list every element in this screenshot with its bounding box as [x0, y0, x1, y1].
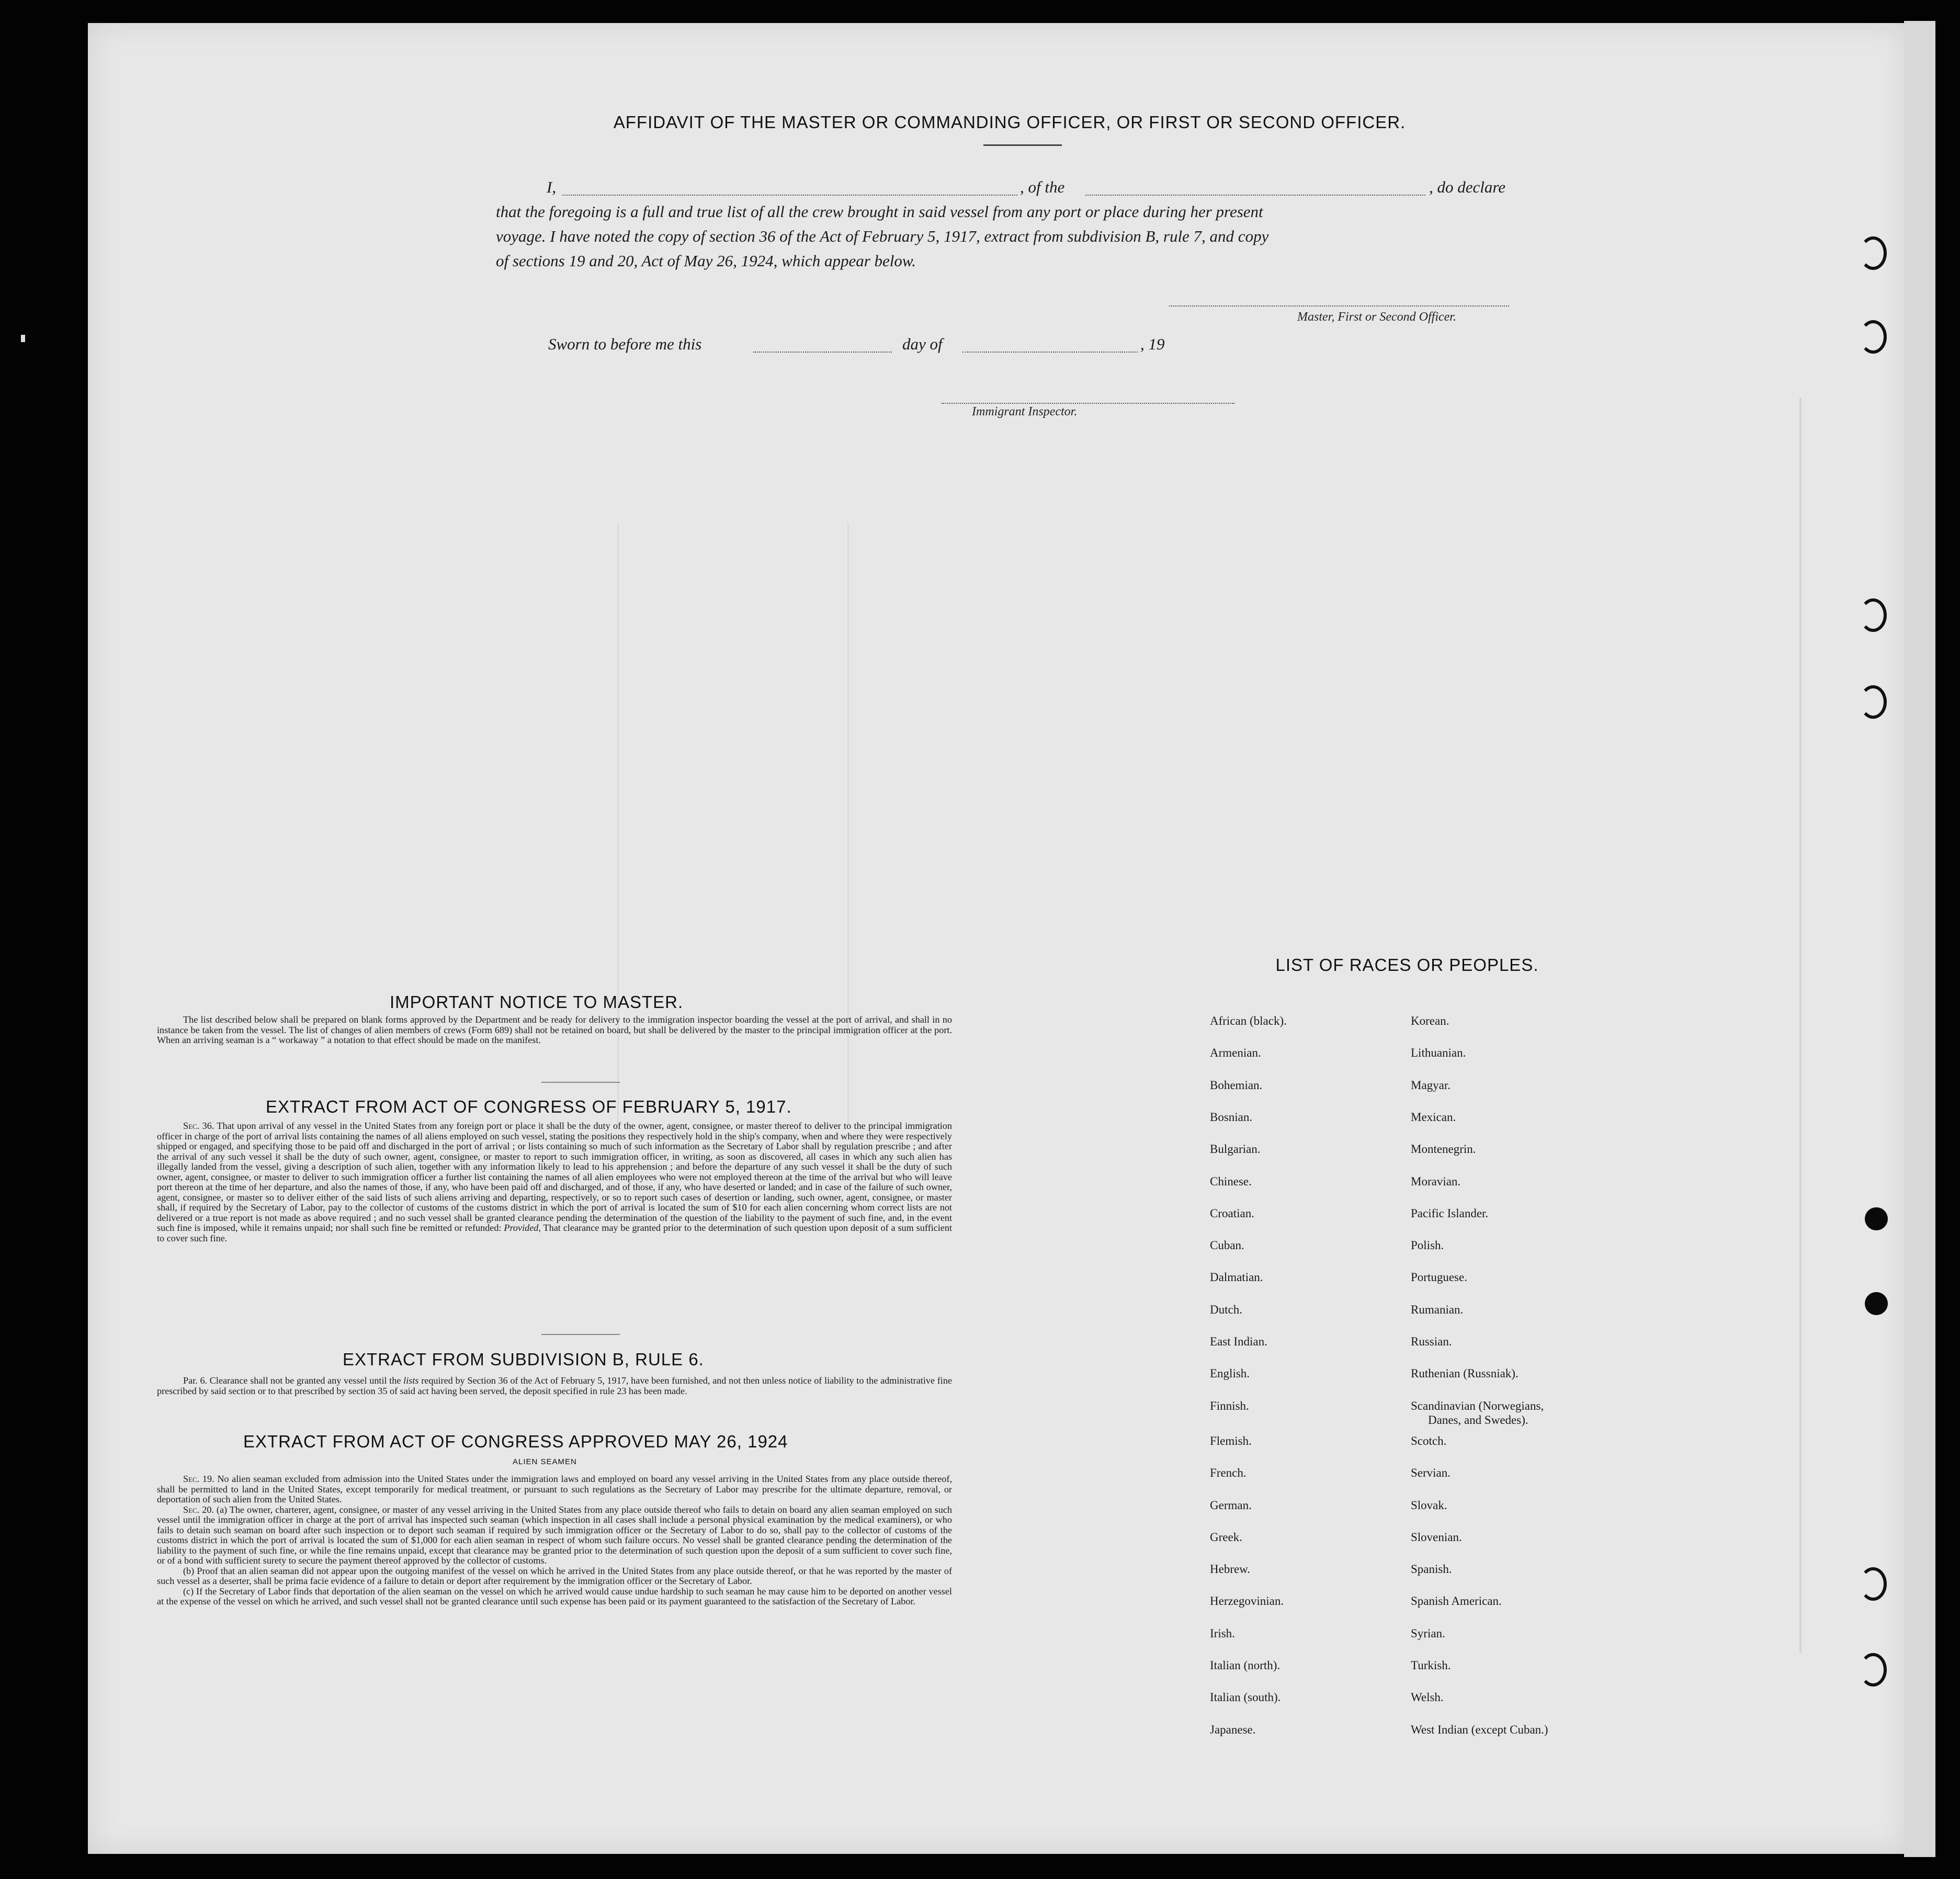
sec36-paragraph [157, 1121, 952, 1243]
scan-mark [21, 335, 25, 342]
race-item: Italian (south). [1210, 1691, 1281, 1704]
race-item: Armenian. [1210, 1046, 1261, 1060]
race-item: Welsh. [1411, 1691, 1444, 1704]
race-item: Bulgarian. [1210, 1142, 1261, 1156]
races-title: LIST OF RACES OR PEOPLES. [1275, 955, 1539, 975]
race-item: Slovenian. [1411, 1530, 1462, 1544]
race-item: Bosnian. [1210, 1110, 1253, 1124]
race-item: Spanish. [1411, 1563, 1452, 1576]
sec20-label: Sec. 20. [183, 1504, 214, 1515]
race-item: Hebrew. [1210, 1563, 1251, 1576]
notice-paragraph: The list described below shall be prepared on blank forms approved by the Department and be ready for delivery to the immigration inspector boarding the vessel at the port of arrival, and shall in no instance be taken from the vessel. The list of changes of alien members of crews (Form 689) shall not be retained on board, but shall be delivered by the master to the principal immigration officer at the port. When an arriving seaman is a “ workaway ” a notation to that effect should be made on the manifest. [157, 1014, 952, 1045]
race-item: Dalmatian. [1210, 1271, 1263, 1284]
race-item: Spanish American. [1411, 1594, 1502, 1608]
extract-1924-subtitle: ALIEN SEAMEN [513, 1457, 577, 1466]
day-of-label: day of [902, 335, 943, 353]
affidavit-title: AFFIDAVIT OF THE MASTER OR COMMANDING OFFICER, OR FIRST OR SECOND OFFICER. [613, 112, 1406, 132]
sworn-label: Sworn to before me this [548, 335, 702, 353]
signature-line[interactable] [1169, 305, 1509, 307]
bleed-through-column [1799, 398, 1802, 1653]
affidavit-line-2: that the foregoing is a full and true list of all the crew brought in said vessel from any port or place during her present [496, 202, 1263, 221]
provided-label: Provided, [504, 1223, 541, 1233]
sec20c-paragraph: (c) If the Secretary of Labor finds that deportation of the alien seaman on the vessel on which he arrived would cause undue hardship to such seaman he may cause him to be deported on another vessel at the expense of the vessel on which he arrived, and such vessel shall not be granted clearance until such expense has been paid or its payment guaranteed to the satisfaction of the Secretary of Labor. [157, 1586, 952, 1606]
race-item: Herzegovinian. [1210, 1594, 1284, 1608]
extract-1924-title: EXTRACT FROM ACT OF CONGRESS APPROVED MAY 26, 1924 [243, 1432, 788, 1451]
race-item-scandinavian-cont: Danes, and Swedes). [1428, 1413, 1528, 1427]
sec36-label: Sec. 36. [183, 1120, 214, 1131]
punch-dot-icon [1865, 1207, 1888, 1230]
sheet-edge [1904, 21, 1935, 1857]
sec19-text: No alien seaman excluded from admission into the United States under the immigration laws and employed on board any vessel arriving in the United States from any place outside thereof, shall be permitted to land in the United States, except temporarily for medical treatment, or pursuant to such regulations as the Secretary of Labor may prescribe for the ultimate departure, removal, or deportation of such alien from the United States. [157, 1474, 952, 1504]
section-rule [541, 1334, 620, 1335]
race-item: Montenegrin. [1411, 1142, 1476, 1156]
sec20b-paragraph: (b) Proof that an alien seaman did not appear upon the outgoing manifest of the vessel on which he arrived in the United States from any place outside thereof, or that he was reported by the master of such vessel as a deserter, shall be prima facie evidence of a failure to detain or deport after requirement by the immigration officer or the Secretary of Labor. [157, 1565, 952, 1586]
race-item: Italian (north). [1210, 1659, 1281, 1672]
sworn-month-field[interactable] [962, 352, 1138, 353]
race-item: Mexican. [1411, 1110, 1456, 1124]
race-item: Portuguese. [1411, 1271, 1467, 1284]
binder-hole-icon [1860, 320, 1887, 354]
sec20a-text: (a) The owner, charterer, agent, consignee, or master of any vessel arriving in the United States from any place outside thereof who fails to detain on board any alien seaman employed on such vessel until the immigration officer in charge at the port of arrival has inspected such seaman (which inspection in all cases shall include a personal physical examination by the medical examiners), or who fails to detain such seaman on board after such inspection or to deport such seaman if required by such immigration officer or the Secretary of Labor to do so, shall pay to the collector of customs of the customs district in which the port of arrival is located the sum of $1,000 for each alien seaman in respect of whom such failure occurs. No vessel shall be granted clearance pending the determination of the liability to the payment of such fine, or while the fine remains unpaid, except that clearance may be granted prior to the determination of such question upon the deposit of a sum sufficient to cover such fine, or of a bond with sufficient surety to secure the payment thereof approved by the collector of customs. [157, 1504, 952, 1566]
sec36-text: That upon arrival of any vessel in the United States from any foreign port or place it shall be the duty of the owner, agent, consignee, or master thereof to deliver to the principal immigration officer in charge of the port of arrival lists containing the names of all aliens employed on such vessel, stating the positions they respectively hold in the ship's company, when and where they were respectively shipped or engaged, and specifying those to be paid off and discharged in the port of arrival ; or lists containing so much of such information as the Secretary of Labor shall by regulation prescribe ; and after the arrival of any such vessel it shall be the duty of such owner, agent, consignee, or master to report to such immigration officer, in writing, as soon as discovered, all cases in which any such alien has illegally landed from the vessel, giving a description of such alien, together with any information likely to lead to his apprehension ; and before the departure of any such vessel it shall be the duty of such owner, agent, consignee, or master to deliver to such immigration officer a further list containing the names of all alien employees who were not employed thereon at the time of the arrival but who will leave port thereon at the time of her departure, and also the names of those, if any, who have been paid off and discharged, and of those, if any, who have deserted or landed; and in case of the failure of such owner, agent, consignee, or master so to deliver either of the said lists of such aliens arriving and departing, respectively, or so to report such cases of desertion or landing, such owner, agent, consignee, or master shall, if required by the Secretary of Labor, pay to the collector of customs of the customs district in which the port of arrival is located the sum of $10 for each alien concerning whom correct lists are not delivered or a true report is not made as above required ; and no such vessel shall be granted clearance pending the determination of the question of the liability to the payment of such fine, and, in the event such fine is imposed, while it remains unpaid; nor shall such fine be remitted or refunded: [157, 1120, 952, 1233]
race-item: Lithuanian. [1411, 1046, 1466, 1060]
race-item: Polish. [1411, 1239, 1444, 1252]
race-item: Cuban. [1210, 1239, 1244, 1252]
notice-title: IMPORTANT NOTICE TO MASTER. [390, 992, 684, 1012]
rule6-title: EXTRACT FROM SUBDIVISION B, RULE 6. [343, 1350, 704, 1369]
affidavit-do-declare: , do declare [1429, 178, 1506, 196]
extract-1924-body [157, 1474, 952, 1607]
binder-hole-icon [1860, 685, 1887, 719]
race-item: Japanese. [1210, 1723, 1256, 1736]
master-name-field[interactable] [562, 195, 1017, 196]
section-rule [541, 1082, 620, 1083]
affidavit-line-4: of sections 19 and 20, Act of May 26, 1924, which appear below. [496, 252, 916, 270]
punch-dot-icon [1865, 1292, 1888, 1315]
binder-hole-icon [1860, 1653, 1887, 1686]
vessel-name-field[interactable] [1085, 195, 1425, 196]
binder-hole-icon [1860, 1567, 1887, 1601]
affidavit-i-label: I, [547, 178, 557, 196]
rule6-text-b: required by Section 36 of the Act of February 5, 1917, have been furnished, and not then unless notice of liability to the administrative fine prescribed by said section or to that prescribed by section 35 of said act having been served, the deposit specified in rule 23 has been made. [157, 1375, 953, 1396]
inspector-signature-line[interactable] [942, 403, 1234, 404]
race-item: Ruthenian (Russniak). [1411, 1367, 1519, 1380]
race-item: Slovak. [1411, 1498, 1447, 1512]
race-item: French. [1210, 1466, 1247, 1480]
sec19-paragraph [157, 1474, 952, 1505]
race-item: Korean. [1411, 1014, 1449, 1027]
race-item: West Indian (except Cuban.) [1411, 1723, 1548, 1736]
rule6-paragraph [157, 1376, 952, 1396]
race-item: Flemish. [1210, 1434, 1252, 1447]
race-item: Irish. [1210, 1626, 1235, 1640]
race-item: Pacific Islander. [1411, 1206, 1489, 1220]
race-item: Rumanian. [1411, 1303, 1464, 1316]
extract-1917-body [157, 1121, 952, 1243]
race-item: Bohemian. [1210, 1078, 1263, 1092]
notice-body [157, 1015, 952, 1046]
rule6-lists: lists [403, 1375, 419, 1386]
race-item: Turkish. [1411, 1659, 1451, 1672]
inspector-caption: Immigrant Inspector. [972, 405, 1078, 418]
race-item: Greek. [1210, 1530, 1242, 1544]
race-item: Scandinavian (Norwegians, [1411, 1399, 1544, 1412]
race-item: German. [1210, 1498, 1252, 1512]
affidavit-line-3: voyage. I have noted the copy of section 36 of the Act of February 5, 1917, extract from subdivision B, rule 7, and copy [496, 227, 1269, 245]
year-label: , 19 [1140, 335, 1165, 353]
race-item: Syrian. [1411, 1626, 1445, 1640]
race-item: Scotch. [1411, 1434, 1447, 1447]
race-item: Russian. [1411, 1335, 1452, 1348]
race-item: Croatian. [1210, 1206, 1254, 1220]
rule6-text-a: Par. 6. Clearance shall not be granted any vessel until the [183, 1375, 401, 1386]
race-item: Servian. [1411, 1466, 1451, 1480]
extract-1917-title: EXTRACT FROM ACT OF CONGRESS OF FEBRUARY 5, 1917. [266, 1097, 792, 1116]
sec19-label: Sec. 19. [183, 1474, 214, 1484]
race-item: Chinese. [1210, 1174, 1252, 1188]
affidavit-of-the: , of the [1020, 178, 1065, 196]
signature-caption: Master, First or Second Officer. [1297, 310, 1456, 324]
provided-text: That clearance may be granted prior to the determination of such question upon deposit of a sum sufficient to cover such fine. [157, 1223, 953, 1243]
title-rule [983, 144, 1062, 146]
rule6-body [157, 1376, 952, 1396]
sworn-day-field[interactable] [753, 352, 892, 353]
race-item: Finnish. [1210, 1399, 1249, 1412]
sec20a-paragraph [157, 1505, 952, 1566]
race-item: Magyar. [1411, 1078, 1451, 1092]
binder-hole-icon [1860, 236, 1887, 270]
race-item: Dutch. [1210, 1303, 1242, 1316]
race-item: Moravian. [1411, 1174, 1461, 1188]
race-item: English. [1210, 1367, 1250, 1380]
race-item: East Indian. [1210, 1335, 1267, 1348]
binder-hole-icon [1860, 598, 1887, 632]
race-item: African (black). [1210, 1014, 1287, 1027]
